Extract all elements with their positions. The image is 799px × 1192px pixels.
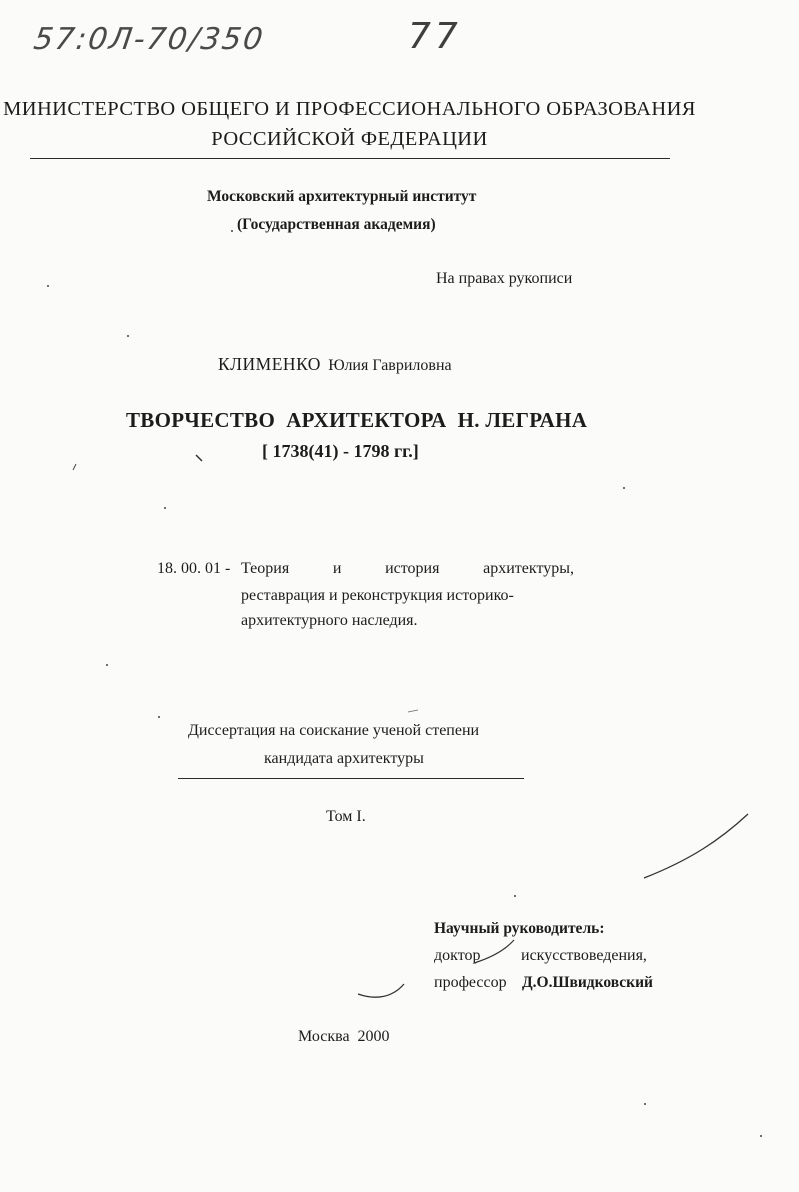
pen-stroke-doctor xyxy=(474,940,514,963)
supervisor-degree-word: доктор xyxy=(434,947,481,964)
scan-speck xyxy=(127,335,129,337)
volume-label: Том I. xyxy=(326,808,366,825)
specialty-word: Теория xyxy=(241,560,290,577)
pen-stroke-left xyxy=(358,984,404,997)
specialty-code: 18. 00. 01 - xyxy=(157,560,231,577)
scan-speck xyxy=(760,1135,762,1137)
supervisor-heading: Научный руководитель: xyxy=(434,920,605,937)
ministry-line-2: РОССИЙСКОЙ ФЕДЕРАЦИИ xyxy=(211,128,488,150)
scan-speck xyxy=(106,664,108,666)
scan-speck xyxy=(623,487,625,489)
author-surname: КЛИМЕНКО xyxy=(218,354,321,374)
supervisor-role: профессор xyxy=(434,974,507,991)
institute-name: Московский архитектурный институт xyxy=(207,188,477,205)
scan-speck xyxy=(231,230,233,232)
author-given-names: Юлия Гавриловна xyxy=(328,357,452,374)
place-year: Москва 2000 xyxy=(298,1028,390,1045)
specialty-word: и xyxy=(332,560,342,577)
handwritten-archive-code: 57:0Л-70/350 xyxy=(31,22,267,57)
thesis-title: ТВОРЧЕСТВО АРХИТЕКТОРА Н. ЛЕГРАНА xyxy=(126,408,588,432)
specialty-word: история xyxy=(385,560,440,577)
specialty-line-3: архитектурного наследия. xyxy=(241,612,418,629)
handwritten-number: 77 xyxy=(408,16,462,57)
specialty-word: архитектуры, xyxy=(483,560,574,577)
specialty-line-2: реставрация и реконструкция историко- xyxy=(241,587,514,604)
dissertation-line-2: кандидата архитектуры xyxy=(264,750,424,767)
scan-speck xyxy=(47,285,49,287)
pen-stroke-right xyxy=(644,814,748,878)
scan-speck xyxy=(164,507,166,509)
institute-subtitle: (Государственная академия) xyxy=(237,216,436,233)
dissertation-line-1: Диссертация на соискание ученой степени xyxy=(188,722,480,739)
thesis-years: [ 1738(41) - 1798 гг.] xyxy=(262,441,419,461)
ministry-line-1: МИНИСТЕРСТВО ОБЩЕГО И ПРОФЕССИОНАЛЬНОГО ОБРАЗОВАНИЯ xyxy=(3,98,696,120)
supervisor-degree-field: искусствоведения, xyxy=(521,947,647,964)
scan-speck xyxy=(644,1103,646,1105)
pen-stroke-mid xyxy=(408,710,418,712)
supervisor-name: Д.О.Швидковский xyxy=(522,974,653,991)
manuscript-note: На правах рукописи xyxy=(436,270,573,287)
scan-speck xyxy=(514,895,516,897)
scan-speck xyxy=(158,716,160,718)
pen-stroke-margin xyxy=(73,464,76,470)
pen-stroke-title xyxy=(196,455,202,461)
